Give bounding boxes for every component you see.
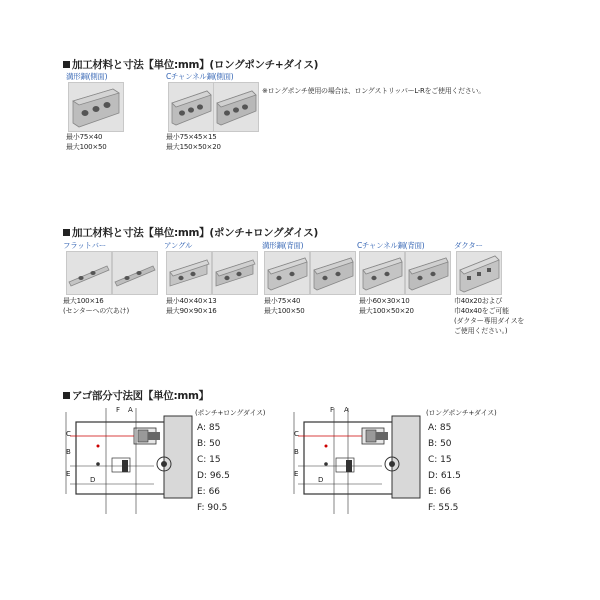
channel-back-photo-2 — [310, 251, 356, 295]
dim-letter-e: E — [66, 470, 71, 478]
c-channel-side-photo-2 — [213, 82, 259, 132]
section1-title: 加工材料と寸法【単位:mm】(ロングポンチ+ダイス) — [63, 57, 318, 72]
spec-a: A: 85 — [197, 423, 221, 433]
angle-label: アングル — [164, 241, 193, 250]
spec-c: C: 15 — [428, 455, 452, 465]
jaw-right-caption: (ロングポンチ+ダイス) — [426, 409, 497, 417]
dim-letter-e: E — [294, 470, 299, 478]
dim-letter-f: F — [116, 406, 120, 414]
spec-f: F: 90.5 — [197, 503, 228, 513]
flat-bar-label: フラットバー — [63, 241, 106, 250]
section1-item-dims: 最小75×40 最大100×50 — [66, 133, 107, 151]
dim-letter-d: D — [90, 476, 96, 484]
c-channel-back-dims: 最小60×30×10 最大100×50×20 — [359, 297, 414, 315]
bullet-square-icon — [63, 229, 70, 236]
jaw-right-specs — [428, 420, 461, 516]
c-channel-back-photo-1 — [359, 251, 405, 295]
jaw-diagram-left-letters — [64, 402, 199, 520]
section3-title: アゴ部分寸法図【単位:mm】 — [63, 388, 209, 403]
c-channel-back-label: Cチャンネル鋼(背面) — [357, 241, 425, 250]
ductor-photo — [456, 251, 502, 295]
dim-letter-d: D — [318, 476, 324, 484]
spec-e: E: 66 — [197, 487, 221, 497]
spec-b: B: 50 — [428, 439, 452, 449]
c-channel-side-photo-1 — [168, 82, 214, 132]
dim-letter-b: B — [66, 448, 71, 456]
section2-title: 加工材料と寸法【単位:mm】(ポンチ+ロングダイス) — [63, 225, 318, 240]
flat-bar-photo-2 — [112, 251, 158, 295]
flat-bar-dims: 最大100×16 (センターへの穴あけ) — [63, 297, 129, 315]
spec-a: A: 85 — [428, 423, 452, 433]
angle-photo-2 — [212, 251, 258, 295]
bullet-square-icon — [63, 61, 70, 68]
ductor-label: ダクター — [454, 241, 483, 250]
ductor-dims: 巾40x20および 巾40x40をご可能 (ダクター専用ダイスを ご使用ください。) — [454, 297, 525, 335]
channel-back-label: 溝形鋼(背面) — [262, 241, 304, 250]
c-channel-back-photo-2 — [405, 251, 451, 295]
angle-photo-1 — [166, 251, 212, 295]
jaw-left-specs — [197, 420, 230, 516]
spec-e: E: 66 — [428, 487, 452, 497]
spec-d: D: 61.5 — [428, 471, 461, 481]
spec-b: B: 50 — [197, 439, 221, 449]
spec-f: F: 55.5 — [428, 503, 459, 513]
section1-item-label: 溝形鋼(側面) — [66, 72, 108, 81]
jaw-left-caption: (ポンチ+ロングダイス) — [195, 409, 266, 417]
dim-letter-c: C — [66, 430, 71, 438]
dim-letter-a: A — [128, 406, 133, 414]
dim-letter-c: C — [294, 430, 299, 438]
dim-letter-a: A — [344, 406, 349, 414]
angle-dims: 最小40×40×13 最大90×90×16 — [166, 297, 217, 315]
channel-steel-side-photo — [68, 82, 124, 132]
section1-note: ※ロングポンチ使用の場合は、ロングストリッパーL-Rをご使用ください。 — [262, 87, 485, 95]
flat-bar-photo-1 — [66, 251, 112, 295]
dim-letter-f: F — [330, 406, 334, 414]
bullet-square-icon — [63, 392, 70, 399]
spec-c: C: 15 — [197, 455, 221, 465]
dim-letter-b: B — [294, 448, 299, 456]
jaw-diagram-right-letters — [292, 402, 427, 520]
channel-back-photo-1 — [264, 251, 310, 295]
channel-back-dims: 最小75×40 最大100×50 — [264, 297, 305, 315]
section1-item-label: Cチャンネル鋼(側面) — [166, 72, 234, 81]
spec-d: D: 96.5 — [197, 471, 230, 481]
section1-item-dims: 最小75×45×15 最大150×50×20 — [166, 133, 221, 151]
